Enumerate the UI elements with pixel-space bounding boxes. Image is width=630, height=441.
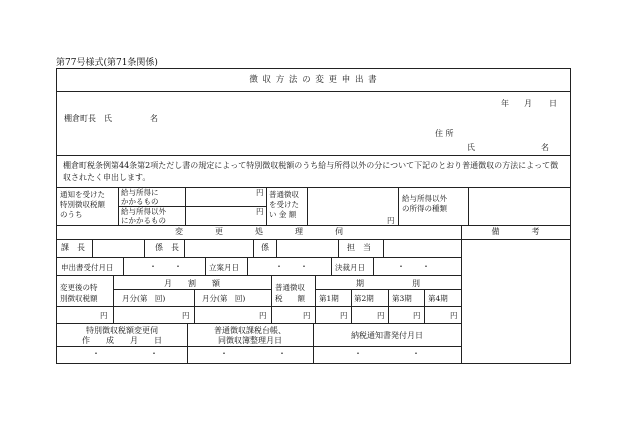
remarks-header: 備 考 [491,227,540,236]
name-honorific: 名 [541,143,549,152]
yen-row-8: 円 [450,311,458,320]
monthly-amount-header: 月 割 額 [164,279,220,288]
application-form [56,68,571,364]
yen-row-1: 円 [100,311,108,320]
received-date-dot-2: ・ [174,262,182,271]
processing-header: 変 更 処 理 伺 [175,227,343,236]
salary-label-2: かかるもの [121,197,159,206]
form-title: 徴 収 方 法 の 変 更 申 出 書 [249,75,378,85]
drafted-date-label: 立案月日 [209,263,239,272]
addressee-honorific: 名 [150,114,158,123]
notified-label-1: 通知を受けた [60,190,105,199]
yen-row-4: 円 [303,311,311,320]
after-change-label-2: 別徴収税額 [60,294,98,303]
day-label: 日 [549,99,557,108]
term-4: 第4期 [428,294,448,303]
footer-col3: 納税通知書発付月日 [351,331,423,340]
month-label: 月 [524,99,532,108]
yen-row-5: 円 [340,311,348,320]
term-header: 期 別 [356,279,420,288]
income-type-label-1: 給与所得以外 [402,194,447,203]
after-change-label-1: 変更後の特 [60,283,98,292]
received-date-label: 申出書受付月日 [61,263,114,272]
role-section-chief: 課 長 [61,243,85,252]
role-staff: 担 当 [347,243,371,252]
yen-row-3: 円 [259,311,267,320]
month-part-1: 月分(第 回) [122,294,166,303]
notified-label-3: のうち [60,210,83,219]
ordinary-tax-label-2: 税 額 [275,294,305,303]
received-date-dot-1: ・ [149,262,157,271]
drafted-date-dot-2: ・ [300,262,308,271]
month-part-2: 月分(第 回) [202,294,246,303]
footer-col2-line2: 同徴収簿整理月日 [218,336,282,345]
drafted-date-dot-1: ・ [275,262,283,271]
salary-label-1: 給与所得に [121,188,159,197]
ordinary-label-2: を受けた [269,200,299,209]
statement-text: 棚倉町税条例第44条第2項ただし書の規定によって特別徴収税額のうち給与所得以外の分について下記のとおり普通徴収の方法によって徴収されたく申出します。 [63,161,559,182]
footer-col2-line1: 普通徴収課税台帳、 [214,326,286,335]
role-unit: 係 [261,243,269,252]
decided-date-label: 決裁月日 [335,263,365,272]
decided-date-dot-1: ・ [397,262,405,271]
term-3: 第3期 [392,294,412,303]
other-yen: 円 [256,207,264,216]
footer-col3-dot-2: ・ [412,349,420,358]
ordinary-label-1: 普通徴収 [269,190,299,199]
ordinary-tax-label-1: 普通徴収 [275,283,305,292]
other-label-1: 給与所得以外 [121,207,166,216]
yen-row-2: 円 [182,311,190,320]
year-label: 年 [501,99,509,108]
footer-col1-line1: 特別徴収税額変更伺 [86,326,158,335]
term-1: 第1期 [319,294,339,303]
footer-col1-line2: 作 成 月 日 [82,336,162,345]
footer-col1-dot-2: ・ [150,349,158,358]
footer-col2-dot-2: ・ [278,349,286,358]
addressee-label: 棚倉町長 氏 [64,114,112,123]
form-number: 第77号様式(第71条関係) [56,58,158,68]
term-2: 第2期 [354,294,374,303]
income-type-label-2: の所得の種類 [402,204,447,213]
yen-row-7: 円 [413,311,421,320]
other-label-2: にかかるもの [121,216,166,225]
footer-col2-dot-1: ・ [220,349,228,358]
ordinary-label-3: い 金 額 [269,210,297,219]
footer-col1-dot-1: ・ [92,349,100,358]
ordinary-yen: 円 [387,216,395,225]
role-unit-chief: 係 長 [155,243,179,252]
name-label: 氏 [467,143,475,152]
decided-date-dot-2: ・ [422,262,430,271]
address-label: 住 所 [435,129,454,138]
footer-col3-dot-1: ・ [354,349,362,358]
yen-row-6: 円 [377,311,385,320]
notified-label-2: 特別徴収税額 [60,200,105,209]
salary-yen: 円 [256,188,264,197]
